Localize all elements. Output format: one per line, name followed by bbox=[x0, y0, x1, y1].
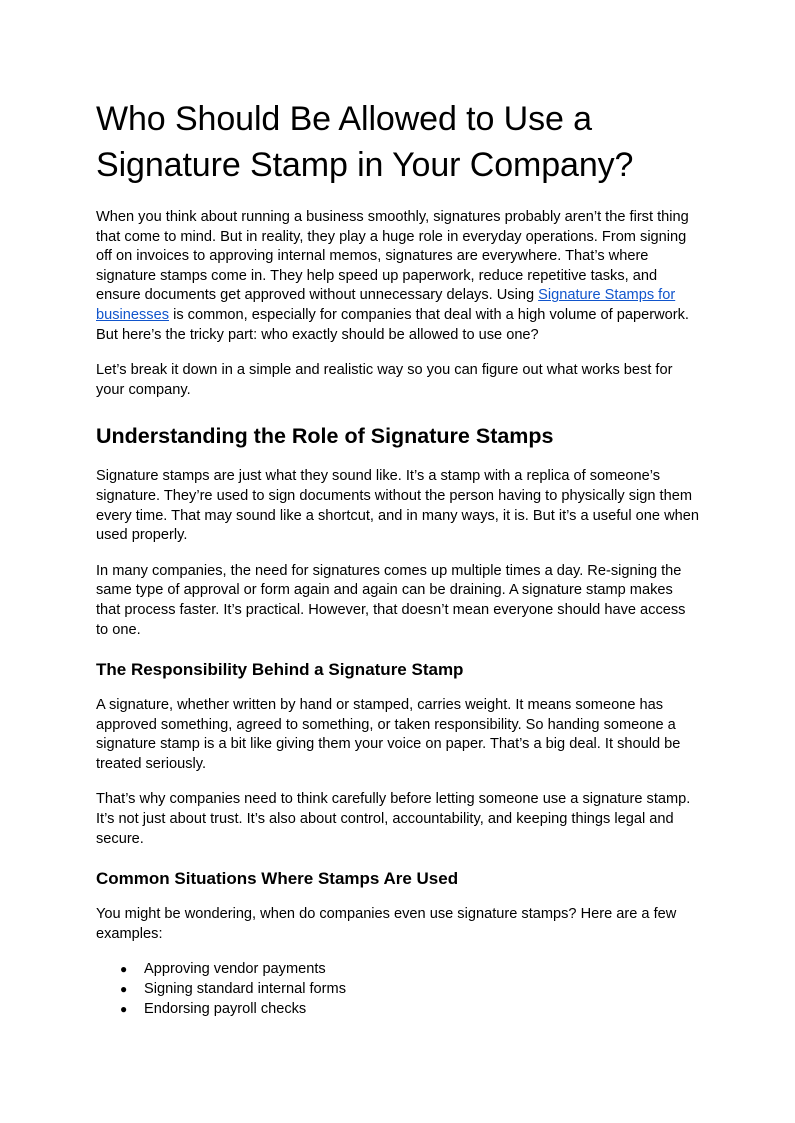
responsibility-paragraph-2: That’s why companies need to think carefully before letting someone use a signature stamp. It’s not just about trust. It’s also about control, accountability, and keeping things legal and secure. bbox=[96, 791, 691, 847]
section-heading-role: Understanding the Role of Signature Stamps bbox=[96, 424, 554, 449]
role-paragraph-2: In many companies, the need for signatures comes up multiple times a day. Re-signing the same type of approval or form again and again can be draining. A signature stamp makes that process faster. It’s practical. However, that doesn’t mean everyone should have access to one. bbox=[96, 562, 686, 638]
list-item-text: Approving vendor payments bbox=[144, 961, 326, 978]
document-page bbox=[96, 96, 700, 1019]
bullet-icon: ● bbox=[120, 962, 128, 977]
bullet-icon: ● bbox=[120, 1001, 128, 1016]
responsibility-paragraph-1: A signature, whether written by hand or stamped, carries weight. It means someone has approved something, agreed to something, or taken responsibility. So handing someone a signature stamp is a bit like giving them your voice on paper. That’s a big deal. It should be treated seriously. bbox=[96, 697, 681, 772]
examples-list bbox=[96, 960, 700, 1019]
signature-stamps-link[interactable]: Signature Stamps for businesses bbox=[96, 287, 676, 323]
role-paragraph-1: Signature stamps are just what they sound like. It’s a stamp with a replica of someone’s signature. They’re used to sign documents without the person having to physically sign them every time. That may sound like a shortcut, and in many ways, it is. But it’s a useful one when used properly. bbox=[96, 468, 699, 544]
section-heading-responsibility: The Responsibility Behind a Signature Stamp bbox=[96, 660, 464, 680]
list-item bbox=[120, 980, 700, 1000]
bullet-icon: ● bbox=[120, 982, 128, 997]
intro-text-after-link: is common, especially for companies that deal with a high volume of paperwork. But here’s the tricky part: who exactly should be allowed to use one? bbox=[96, 306, 689, 343]
intro-paragraph-2: Let’s break it down in a simple and realistic way so you can figure out what works best for your company. bbox=[96, 362, 673, 398]
list-item-text: Endorsing payroll checks bbox=[144, 1000, 307, 1017]
list-item bbox=[120, 960, 700, 980]
intro-text-before-link: When you think about running a business smoothly, signatures probably aren’t the first thing that come to mind. But in reality, they play a huge role in everyday operations. From signing off on invoices to approving internal memos, signatures are everywhere. That’s where signature stamps come in. They help speed up paperwork, reduce repetitive tasks, and ensure documents get approved without unnecessary delays. Using bbox=[96, 209, 689, 304]
list-item-text: Signing standard internal forms bbox=[144, 981, 346, 998]
intro-paragraph-1 bbox=[96, 208, 700, 345]
list-item bbox=[120, 1000, 700, 1020]
page-title: Who Should Be Allowed to Use a Signature Stamp in Your Company? bbox=[96, 100, 634, 184]
section-heading-situations: Common Situations Where Stamps Are Used bbox=[96, 869, 459, 889]
situations-paragraph-1: You might be wondering, when do companies even use signature stamps? Here are a few examples: bbox=[96, 906, 677, 942]
